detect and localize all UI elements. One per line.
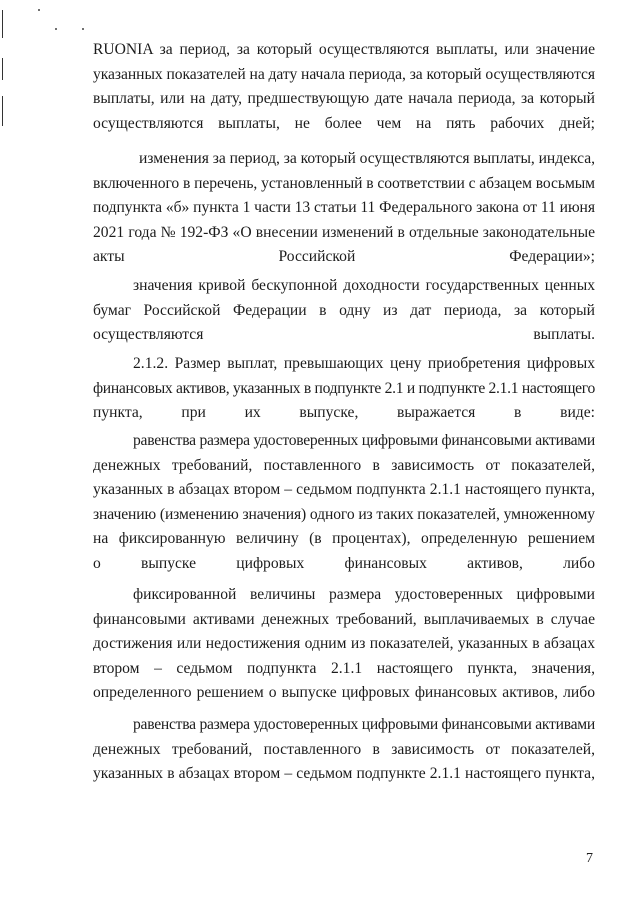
text-line: акты Российской Федерации»;: [93, 248, 595, 266]
scan-speck: [82, 28, 84, 30]
text-line: подпункта «б» пункта 1 части 13 статьи 11 Федерального закона от 11 июня: [93, 199, 595, 217]
text-line: бумаг Российской Федерации в одну из дат периода, за который: [93, 301, 595, 319]
text-line: денежных требований, поставленного в зависимость от показателей,: [93, 740, 595, 758]
paragraph-index-change: [93, 147, 595, 270]
paragraph-2-1-2: [93, 352, 595, 426]
text-line: денежных требований, поставленного в зависимость от показателей,: [93, 456, 595, 474]
scan-margin-line: [2, 10, 3, 38]
scan-margin-line: [2, 58, 3, 80]
text-line: RUONIA за период, за который осуществляются выплаты, или значение: [93, 41, 595, 58]
text-line: финансовых активов, указанных в подпункте 2.1 и подпункте 2.1.1 настоящего: [93, 379, 595, 397]
text-line: о выпуске цифровых финансовых активов, либо: [93, 554, 595, 572]
text-line: 2.1.2. Размер выплат, превышающих цену приобретения цифровых: [133, 355, 595, 372]
text-line: осуществляются выплаты.: [93, 326, 595, 344]
text-line: значения кривой бескупонной доходности государственных ценных: [133, 277, 595, 294]
text-line: значению (изменению значения) одного из таких показателей, умноженному: [93, 505, 595, 523]
text-line: выплаты, или на дату, предшествующую дате начала периода, за который: [93, 90, 595, 108]
text-line: на фиксированную величину (в процентах), определенную решением: [93, 530, 595, 548]
text-line: указанных в абзацах втором – седьмом подпункта 2.1.1 настоящего пункта,: [93, 481, 595, 499]
text-line: равенства размера удостоверенных цифровыми финансовыми активами: [133, 432, 595, 449]
text-line: 2021 года № 192-ФЗ «О внесении изменений в отдельные законодательные: [93, 223, 595, 241]
text-line: равенства размера удостоверенных цифровыми финансовыми активами: [133, 716, 595, 733]
page-number: 7: [586, 851, 593, 866]
text-line: фиксированной величины размера удостоверенных цифровыми: [133, 586, 595, 603]
text-line: определенного решением о выпуске цифровых финансовых активов, либо: [93, 684, 595, 702]
text-line: осуществляются выплаты, не более чем на пять рабочих дней;: [93, 114, 595, 132]
scan-margin-line: [2, 96, 3, 126]
paragraph-ruonia: [93, 38, 595, 136]
scan-speck: [38, 9, 40, 11]
paragraph-equality-1: [93, 429, 595, 577]
text-line: указанных в абзацах втором – седьмом подпункте 2.1.1 настоящего пункта,: [93, 765, 595, 783]
text-line: включенного в перечень, установленный в соответствии с абзацем восьмым: [93, 174, 595, 192]
text-line: указанных показателей на дату начала периода, за который осуществляются: [93, 65, 595, 83]
paragraph-fixed-value: [93, 583, 595, 706]
scan-speck: [55, 28, 57, 30]
paragraph-yield-curve: [93, 274, 595, 348]
text-line: изменения за период, за который осуществляются выплаты, индекса,: [139, 150, 595, 167]
text-line: достижения или недостижения одним из показателей, указанных в абзацах: [93, 635, 595, 653]
paragraph-equality-2: [93, 713, 595, 787]
text-line: втором – седьмом подпункта 2.1.1 настоящего пункта, значения,: [93, 659, 595, 677]
text-line: пункта, при их выпуске, выражается в виде:: [93, 404, 595, 422]
text-line: финансовыми активами денежных требований, выплачиваемых в случае: [93, 610, 595, 628]
